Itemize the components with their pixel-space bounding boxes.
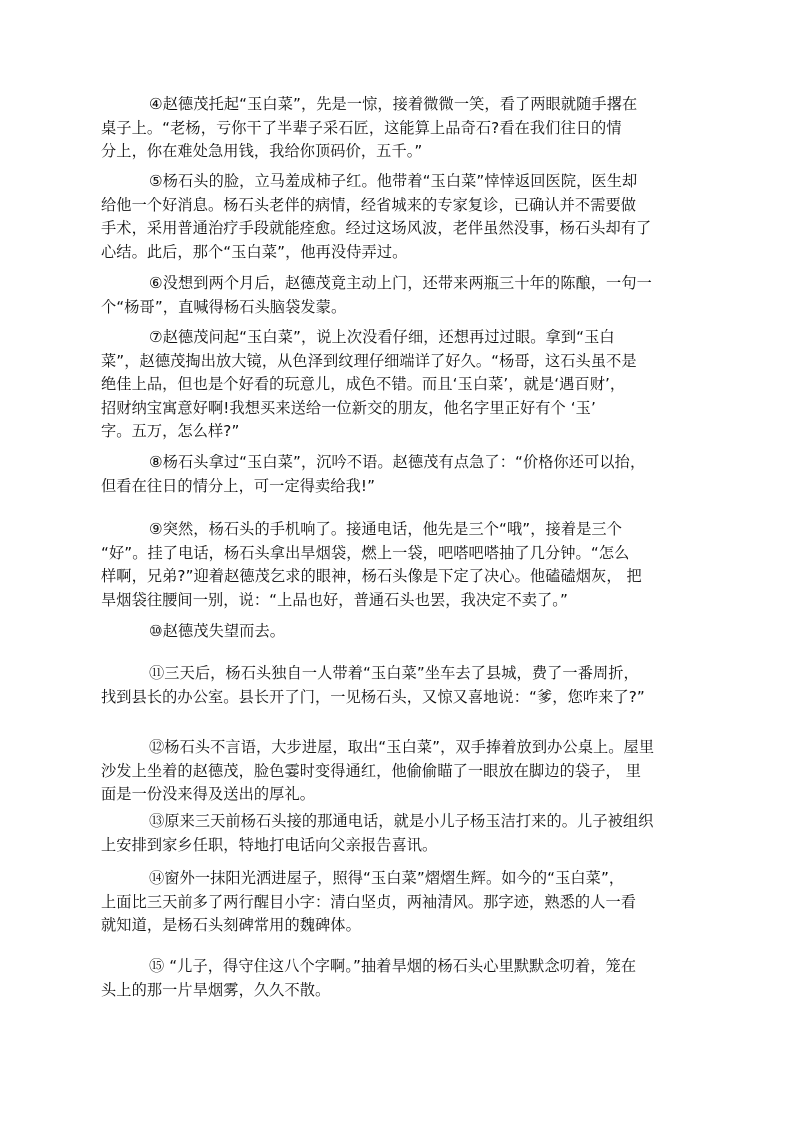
paragraph-line: 给他一个好消息。杨石头老伴的病情，经省城来的专家复诊，已确认并不需要做	[101, 195, 637, 214]
paragraph-line: 心结。此后，那个“玉白菜”，他再没侍弄过。	[101, 242, 408, 261]
paragraph-line: 绝佳上品，但也是个好看的玩意儿，成色不错。而且‘玉白菜’，就是‘遇百财’，	[101, 375, 626, 393]
paragraph	[101, 662, 679, 709]
paragraph-line: 上安排到家乡任职，特地打电话向父亲报告喜讯。	[101, 835, 438, 854]
paragraph-line: 面是一份没来得及送出的厚礼。	[101, 785, 316, 803]
paragraph-line: 找到县长的办公室。县长开了门，一见杨石头，又惊又喜地说：“爹，您咋来了?”	[101, 687, 645, 706]
paragraph-line: ⑮ “儿子，得守住这八个字啊。”抽着旱烟的杨石头心里默默念叨着，笼在	[149, 957, 637, 975]
paragraph	[101, 272, 679, 319]
paragraph-line: “好”。挂了电话，杨石头拿出旱烟袋，燃上一袋，吧嗒吧嗒抽了几分钟。“怎么	[101, 543, 630, 562]
paragraph-line: 桌子上。“老杨，亏你干了半辈子采石匠，这能算上品奇石?看在我们往日的情	[101, 118, 622, 137]
paragraph	[101, 451, 679, 498]
paragraph-line: 菜”，赵德茂掏出放大镜，从色泽到纹理仔细端详了好久。“杨哥，这石头虽不是	[101, 351, 637, 370]
paragraph-line: ⑬原来三天前杨石头接的那通电话，就是小儿子杨玉洁打来的。儿子被组织	[149, 812, 654, 830]
paragraph-line: 沙发上坐着的赵德茂，脸色霎时变得通红，他偷偷瞄了一眼放在脚边的袋子， 里	[101, 761, 641, 780]
paragraph-line: ⑧杨石头拿过“玉白菜”，沉吟不语。赵德茂有点急了：“价格你还可以抬，	[149, 453, 646, 471]
paragraph-line: ⑭窗外一抹阳光洒进屋子，照得“玉白菜”熠熠生辉。如今的“玉白菜”，	[149, 869, 625, 887]
paragraph-line: ⑩赵德茂失望而去。	[149, 622, 286, 640]
paragraph	[101, 326, 679, 444]
paragraph-line: ④赵德茂托起“玉白菜”，先是一惊，接着微微一笑，看了两眼就随手撂在	[149, 95, 638, 113]
paragraph-line: ⑫杨石头不言语，大步进屋，取出“玉白菜”，双手捧着放到办公桌上。屋里	[149, 738, 655, 756]
paragraph-line: ⑦赵德茂问起“玉白菜”，说上次没看仔细，还想再过过眼。拿到“玉白	[149, 328, 615, 346]
paragraph	[101, 810, 679, 857]
paragraph-line: 头上的那一片旱烟雾，久久不散。	[101, 980, 331, 999]
paragraph-line: 分上，你在难处急用钱，我给你顶码价，五千。”	[101, 142, 423, 160]
paragraph-line: 但看在往日的情分上，可一定得卖给我!”	[101, 476, 376, 495]
paragraph	[101, 867, 679, 938]
paragraph-line: 样啊，兄弟?”迎着赵德茂乞求的眼神，杨石头像是下定了决心。他磕磕烟灰， 把	[101, 567, 642, 585]
paragraph	[101, 93, 679, 164]
paragraph	[119, 620, 679, 644]
paragraph-line: ⑨突然，杨石头的手机响了。接通电话，他先是三个“哦”，接着是三个	[149, 520, 622, 538]
paragraph-line: ⑤杨石头的脸，立马羞成柿子红。他带着“玉白菜”悻悻返回医院，医生却	[149, 172, 638, 190]
paragraph-line: 个“杨哥”，直喊得杨石头脑袋发蒙。	[101, 297, 347, 316]
paragraph-line: 字。五万，怎么样?”	[101, 422, 240, 440]
paragraph	[101, 736, 679, 807]
paragraph	[101, 170, 679, 264]
paragraph-line: 手术，采用普通治疗手段就能痊愈。经过这场风波，老伴虽然没事，杨石头却有了	[101, 219, 652, 237]
paragraph-line: ⑥没想到两个月后，赵德茂竟主动上门，还带来两瓶三十年的陈酿，一句一	[149, 274, 652, 292]
paragraph-line: 招财纳宝寓意好啊!我想买来送给一位新交的朋友，他名字里正好有个 ‘玉’	[101, 398, 596, 417]
paragraph-line: 旱烟袋往腰间一别，说：“上品也好，普通石头也罢，我决定不卖了。”	[101, 590, 568, 609]
paragraph-line: 就知道，是杨石头刻碑常用的魏碑体。	[101, 916, 361, 934]
paragraph-line: ⑪三天后，杨石头独自一人带着“玉白菜”坐车去了县城，费了一番周折，	[149, 664, 639, 682]
paragraph-line: 上面比三天前多了两行醒目小字：清白坚贞，两袖清风。那字迹，熟悉的人一看	[101, 892, 637, 911]
paragraph	[101, 518, 679, 612]
paragraph	[101, 955, 679, 1002]
